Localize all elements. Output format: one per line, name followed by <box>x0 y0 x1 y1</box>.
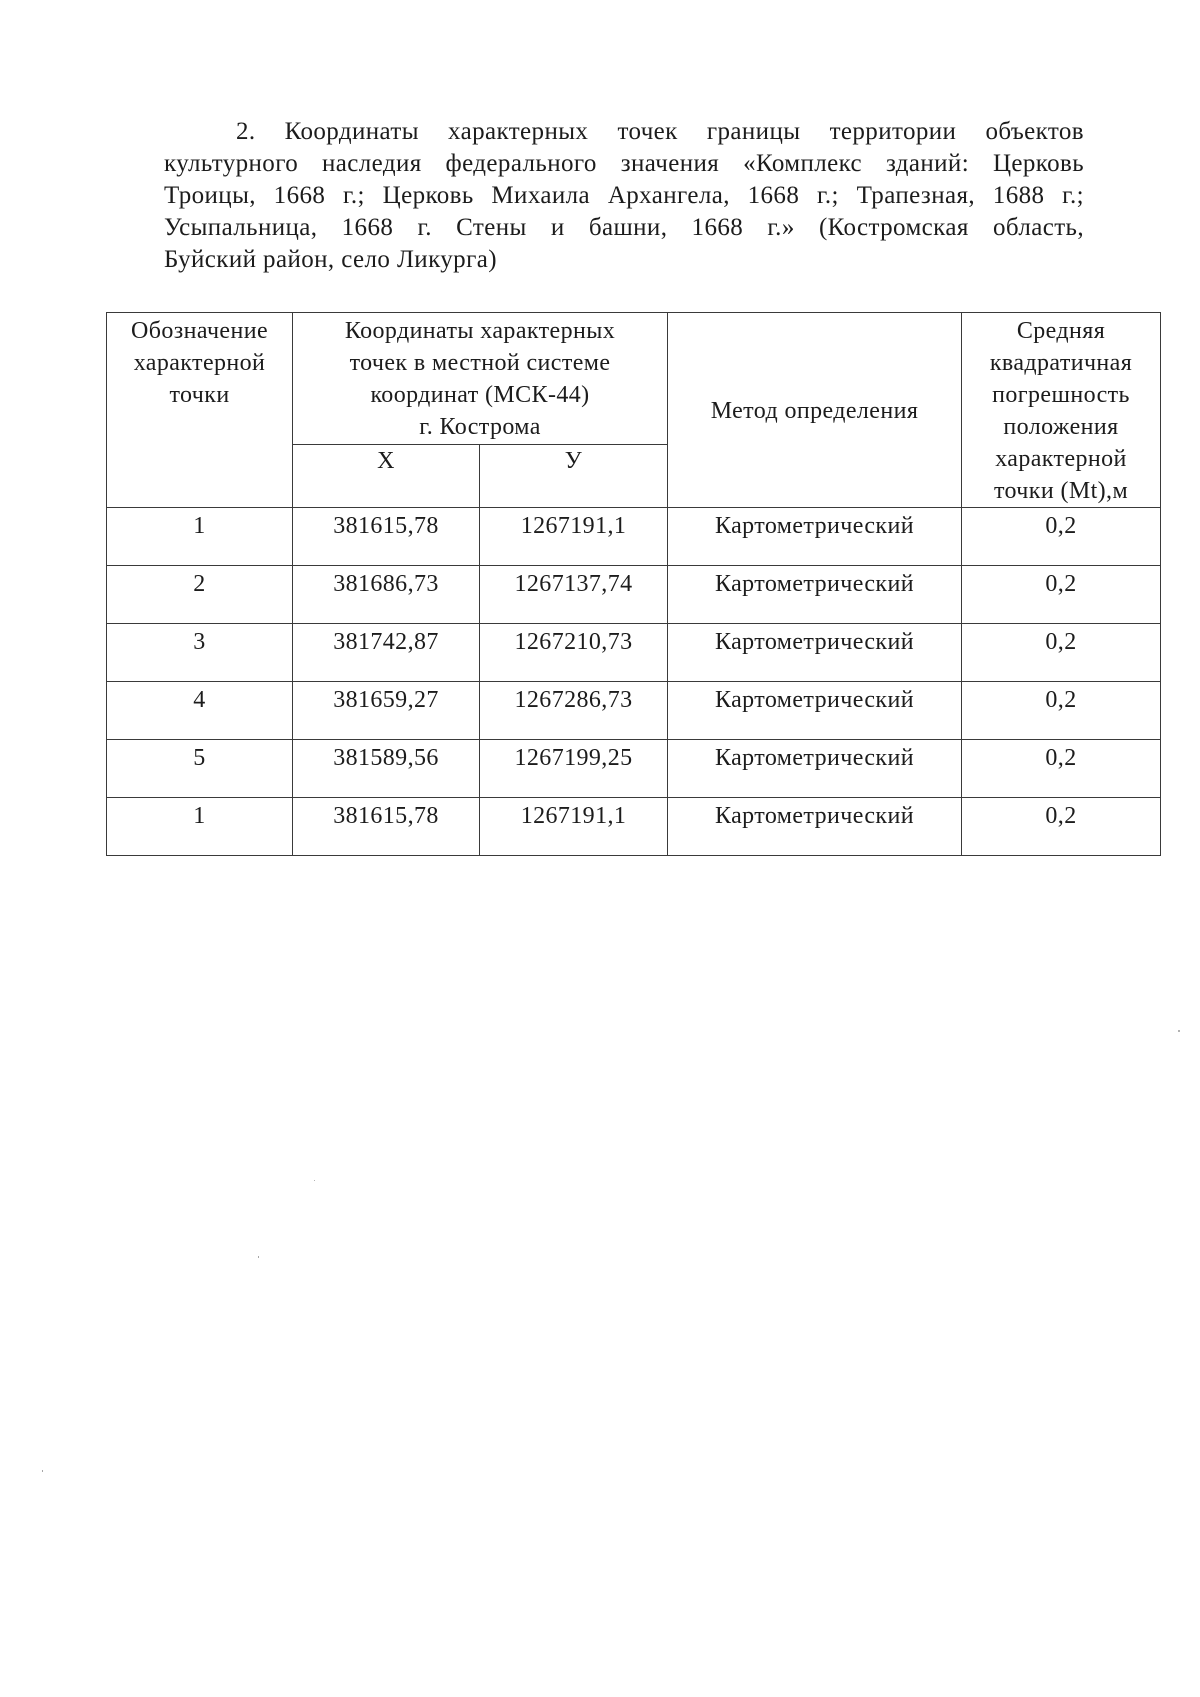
y-cell: 1267191,1 <box>480 508 668 566</box>
header-x: Х <box>293 445 480 508</box>
scan-speck <box>258 1256 259 1258</box>
point-cell: 1 <box>107 508 293 566</box>
y-cell: 1267137,74 <box>480 566 668 624</box>
point-cell: 4 <box>107 682 293 740</box>
method-cell: Картометрический <box>668 508 962 566</box>
error-cell: 0,2 <box>962 566 1161 624</box>
intro-line: Троицы, 1668 г.; Церковь Михаила Архангела, 1668 г.; Трапезная, 1688 г.; <box>164 182 1084 209</box>
point-cell: 3 <box>107 624 293 682</box>
header-y: У <box>480 445 668 508</box>
error-cell: 0,2 <box>962 740 1161 798</box>
method-cell: Картометрический <box>668 798 962 856</box>
intro-paragraph <box>164 116 1084 276</box>
point-cell: 1 <box>107 798 293 856</box>
header-point-designation: Обозначение характерной точки <box>107 313 293 508</box>
header-error: Средняя квадратичная погрешность положения характерной точки (Mt),м <box>962 313 1161 508</box>
error-cell: 0,2 <box>962 624 1161 682</box>
method-cell: Картометрический <box>668 682 962 740</box>
header-method: Метод определения <box>668 313 962 508</box>
table-row <box>107 740 1161 798</box>
intro-line: 2. Координаты характерных точек границы территории объектов <box>236 118 1084 145</box>
header-coordinates: Координаты характерных точек в местной системе координат (МСК-44) г. Кострома <box>293 313 668 445</box>
error-cell: 0,2 <box>962 798 1161 856</box>
intro-line: Буйский район, село Ликурга) <box>164 246 497 273</box>
coordinates-table <box>106 312 1161 856</box>
scan-speck <box>42 1470 43 1472</box>
x-cell: 381686,73 <box>293 566 480 624</box>
error-cell: 0,2 <box>962 508 1161 566</box>
method-cell: Картометрический <box>668 566 962 624</box>
x-cell: 381659,27 <box>293 682 480 740</box>
y-cell: 1267210,73 <box>480 624 668 682</box>
x-cell: 381615,78 <box>293 798 480 856</box>
y-cell: 1267191,1 <box>480 798 668 856</box>
method-cell: Картометрический <box>668 624 962 682</box>
y-cell: 1267286,73 <box>480 682 668 740</box>
scan-speck <box>314 1180 315 1181</box>
table-row <box>107 508 1161 566</box>
intro-line: культурного наследия федерального значения «Комплекс зданий: Церковь <box>164 150 1084 177</box>
point-cell: 5 <box>107 740 293 798</box>
table-row <box>107 624 1161 682</box>
x-cell: 381615,78 <box>293 508 480 566</box>
method-cell: Картометрический <box>668 740 962 798</box>
scan-speck <box>1178 1030 1180 1032</box>
point-cell: 2 <box>107 566 293 624</box>
x-cell: 381589,56 <box>293 740 480 798</box>
intro-line: Усыпальница, 1668 г. Стены и башни, 1668 г.» (Костромская область, <box>164 214 1084 241</box>
table-row <box>107 682 1161 740</box>
x-cell: 381742,87 <box>293 624 480 682</box>
error-cell: 0,2 <box>962 682 1161 740</box>
y-cell: 1267199,25 <box>480 740 668 798</box>
table-row <box>107 566 1161 624</box>
table-row <box>107 798 1161 856</box>
